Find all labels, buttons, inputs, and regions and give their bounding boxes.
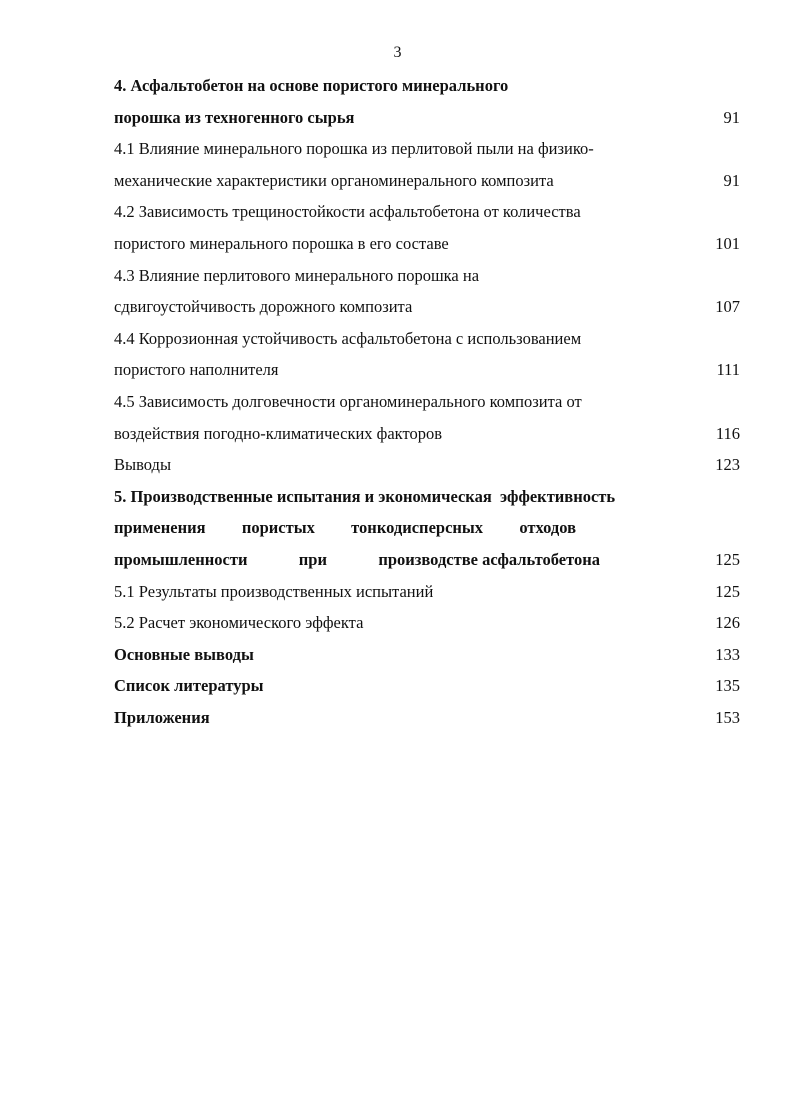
toc-title-word: промышленности <box>114 549 248 569</box>
toc-title: 5. Производственные испытания и экономическая эффективность <box>114 486 616 506</box>
toc-title: 4.5 Зависимость долговечности органоминерального композита от <box>114 391 582 411</box>
toc-section-4-3[interactable] <box>114 260 740 323</box>
toc-page-number: 107 <box>715 297 740 317</box>
toc-title: 4.1 Влияние минерального порошка из перлитовой пыли на физико- <box>114 139 594 159</box>
toc-title: порошка из техногенного сырья <box>114 107 355 127</box>
toc-section-4-4[interactable] <box>114 323 740 386</box>
toc-section-4-5[interactable] <box>114 386 740 449</box>
toc-title-word: применения <box>114 518 206 538</box>
toc-page-number: 125 <box>715 549 740 569</box>
toc-page-number: 123 <box>715 455 740 475</box>
toc-title: Выводы <box>114 455 172 475</box>
toc-page-number: 116 <box>715 423 740 443</box>
toc-title: 4. Асфальтобетон на основе пористого минерального <box>114 76 509 95</box>
toc-title: Список литературы <box>114 676 264 696</box>
toc-section-4-2[interactable] <box>114 196 740 259</box>
toc-title-word: производстве асфальтобетона <box>378 549 600 569</box>
toc-title: 5.2 Расчет экономического эффекта <box>114 613 364 633</box>
toc-page-number: 91 <box>723 170 740 190</box>
toc-chapter-4[interactable] <box>114 70 740 133</box>
toc-chapter-4-conclusions[interactable] <box>114 449 740 481</box>
toc-section-5-2[interactable] <box>114 607 740 639</box>
toc-appendices[interactable] <box>114 702 740 734</box>
toc-page-number: 91 <box>723 107 740 127</box>
toc-title-word: при <box>298 549 327 569</box>
toc-title: пористого наполнителя <box>114 360 279 380</box>
page-number: 3 <box>393 44 402 61</box>
toc-page-number: 111 <box>716 360 740 380</box>
toc-title: Приложения <box>114 707 210 727</box>
toc-main-conclusions[interactable] <box>114 639 740 671</box>
toc-title-word: тонкодисперсных <box>351 518 484 538</box>
toc-title: Основные выводы <box>114 644 254 664</box>
toc-title: воздействия погодно-климатических факторов <box>114 423 443 443</box>
toc-page-number: 153 <box>715 707 740 727</box>
toc-title-word: пористых <box>241 518 315 538</box>
toc-page-number: 133 <box>715 644 740 664</box>
toc-title-word: отходов <box>519 518 576 538</box>
toc-title: 4.2 Зависимость трещиностойкости асфальтобетона от количества <box>114 202 581 222</box>
toc-section-5-1[interactable] <box>114 576 740 608</box>
toc-chapter-5[interactable] <box>114 481 740 576</box>
toc-page-number: 101 <box>715 233 740 253</box>
toc-page-number: 135 <box>715 676 740 696</box>
toc-title: пористого минерального порошка в его составе <box>114 233 449 253</box>
toc-title: сдвигоустойчивость дорожного композита <box>114 297 413 317</box>
toc-references[interactable] <box>114 670 740 702</box>
toc-title: 4.3 Влияние перлитового минерального порошка на <box>114 265 480 285</box>
toc-title: 4.4 Коррозионная устойчивость асфальтобетона с использованием <box>114 328 582 348</box>
toc-page-number: 126 <box>715 613 740 633</box>
toc-title: 5.1 Результаты производственных испытаний <box>114 581 434 601</box>
toc-section-4-1[interactable] <box>114 133 740 196</box>
toc-page-number: 125 <box>715 581 740 601</box>
table-of-contents <box>114 70 740 733</box>
toc-title: механические характеристики органоминерального композита <box>114 170 554 190</box>
